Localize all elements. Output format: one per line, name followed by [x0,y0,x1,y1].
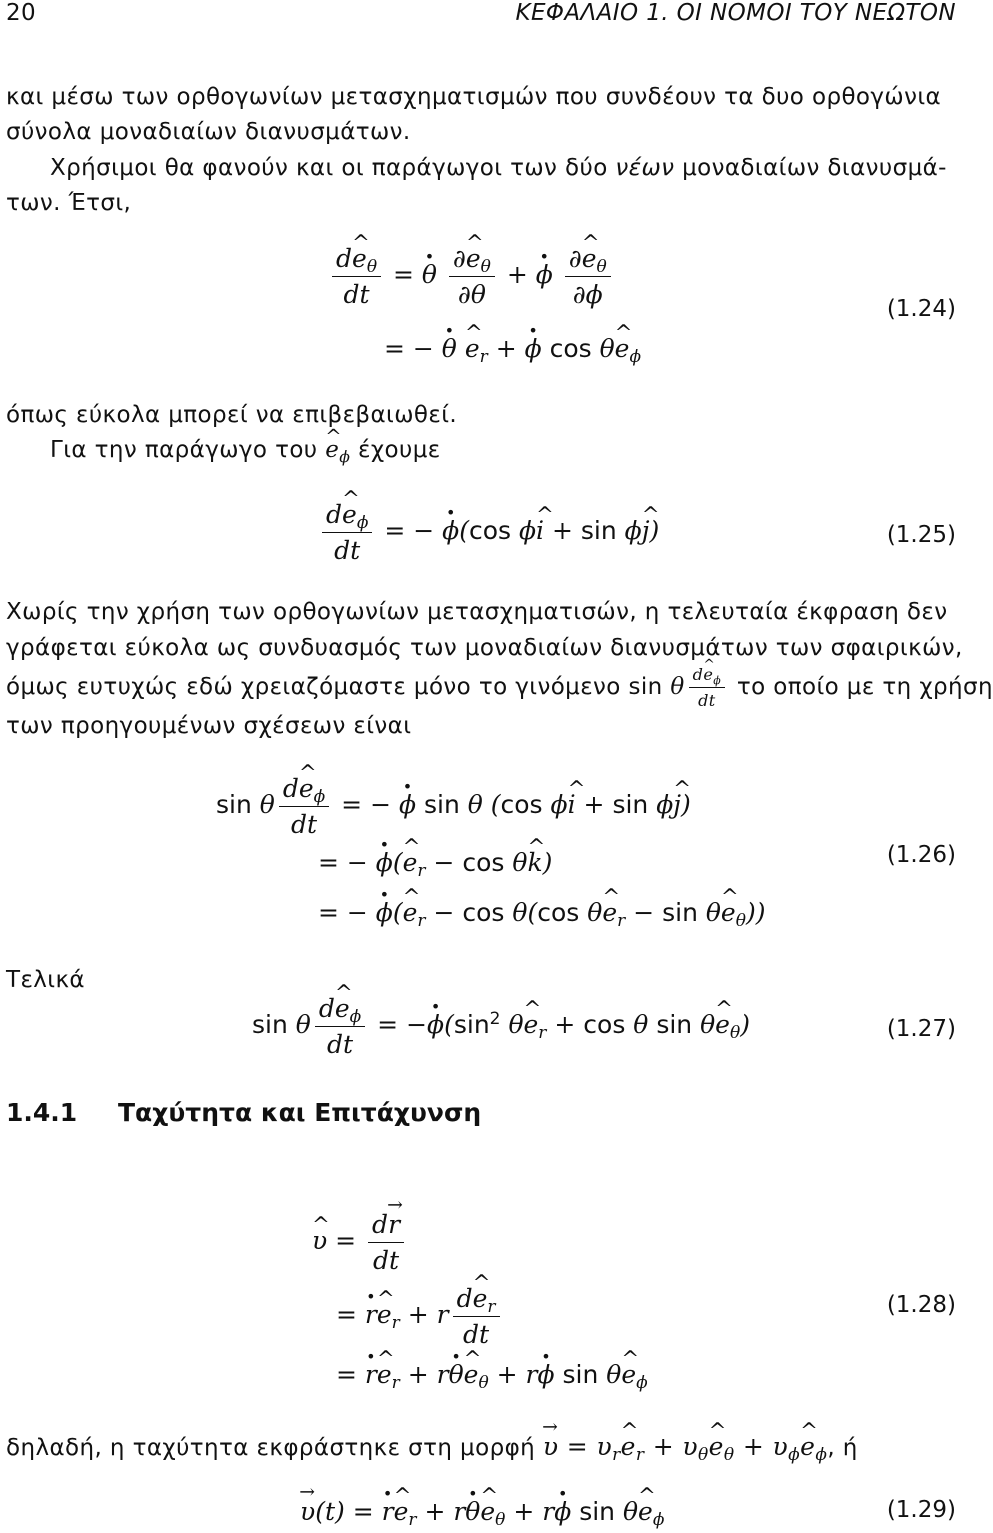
equation-1-25: $\frac{de \^{}_\phi}{dt}$ = − ϕ ·(cos ϕi ^ + sin ϕj ^) [318,500,659,565]
paragraph-2-line-2: των. Έτσι, [6,190,132,216]
paragraph-5-line-4: των προηγουμένων σχέσεων είναι [6,713,412,739]
equation-1-26-line-2: = − ϕ ·(e $\^{}_r - \cos \theta k$ ^) [318,848,552,877]
equation-number-1-25: (1.25) [886,522,956,548]
equation-1-27: sin θ $\frac{de \^{}_\phi}{dt}$ = $-\phi \cdot(\sin^2$ θe $\^{}_r + \cos \theta$ sin θe $\^{}_\theta$) [252,994,750,1059]
equation-number-1-29: (1.29) [886,1497,956,1523]
equation-1-28-line-1: υ ^ = $\frac{dr \to}{dt}$ [312,1210,408,1275]
paragraph-6: δηλαδή, η ταχύτητα εκφράστηκε στη μορφή υ → = $\upsilon_re$ $\^{}_r + \upsilon_\theta e$ $\^{}_\theta + \upsilon_\phi e$ $\^{}_\phi$, ή [6,1432,858,1463]
equation-number-1-24: (1.24) [886,296,956,322]
equation-number-1-27: (1.27) [886,1016,956,1042]
paragraph-1-line-1: και μέσω των ορθογωνίων μετασχηματισμών που συνδέουν τα δυο ορθογώνια [6,84,942,110]
paragraph-5-line-3: όμως ευτυχώς εδώ χρειαζόμαστε μόνο το γινόμενο sin θ $\frac{de \^{}_\phi}{dt}$ το οποίο με τη χρήση [6,665,993,711]
equation-1-24-line-2: = − θ · e $\^{}_r + \phi \cdot \cos \theta e$ $\^{}_\phi$ [384,334,641,363]
paragraph-3: όπως εύκολα μπορεί να επιβεβαιωθεί. [6,402,458,428]
paragraph-finally: Τελικά [6,967,85,993]
equation-number-1-26: (1.26) [886,842,956,868]
running-title: ΚΕΦΑΛΑΙΟ 1. ΟΙ ΝΟΜΟΙ ΤΟΥ ΝΕΩΤΟΝ [515,0,956,26]
equation-1-24-line-1: $\frac{de \^{}_\theta}{dt}$ = θ · $\frac{\partial e \^{}_\theta}{\partial\theta}$ + ϕ · $\frac{\partial e \^{}_\theta}{\partial\phi}$ [328,244,615,309]
equation-number-1-28: (1.28) [886,1292,956,1318]
equation-1-28-line-2: = r ·e $\^{}_r + r$ $\frac{de \^{}_r}{dt}$ [336,1284,504,1349]
paragraph-5-line-2: γράφεται εύκολα ως συνδυασμός των μοναδιαίων διανυσμάτων των σφαιρικών, [6,635,963,661]
emphasis-new: νέων [615,155,675,181]
paragraph-4: Για την παράγωγο του e $\^{}_\phi$ έχουμε [50,437,441,465]
section-title: Ταχύτητα και Επιτάχυνση [118,1098,482,1127]
equation-1-29: υ →(t) = r ·e $\^{}_r + r\theta \cdot e$ $\^{}_\theta + r\phi \cdot \sin \theta e$ $\^{}_\phi$ [300,1497,664,1526]
equation-1-26-line-1: sin θ $\frac{de \^{}_\phi}{dt}$ = − ϕ · sin θ (cos ϕi ^ + sin ϕj ^) [216,774,691,839]
page-number: 20 [6,0,37,26]
equation-1-28-line-3: = r ·e $\^{}_r + r\theta \cdot e$ $\^{}_\theta + r\phi \cdot \sin \theta e$ $\^{}_\phi$ [336,1360,648,1389]
equation-1-26-line-3: = − ϕ ·(e $\^{}_r - \cos \theta(\cos$ θe $\^{}_r - \sin \theta e$ $\^{}_\theta$)) [318,898,765,927]
paragraph-2-line-1: Χρήσιμοι θα φανούν και οι παράγωγοι των δύο νέων μοναδιαίων διανυσμά- [50,155,947,181]
section-number: 1.4.1 [6,1098,78,1127]
paragraph-5-line-1: Χωρίς την χρήση των ορθογωνίων μετασχηματισών, η τελευταία έκφραση δεν [6,599,948,625]
paragraph-1-line-2: σύνολα μοναδιαίων διανυσμάτων. [6,119,411,145]
